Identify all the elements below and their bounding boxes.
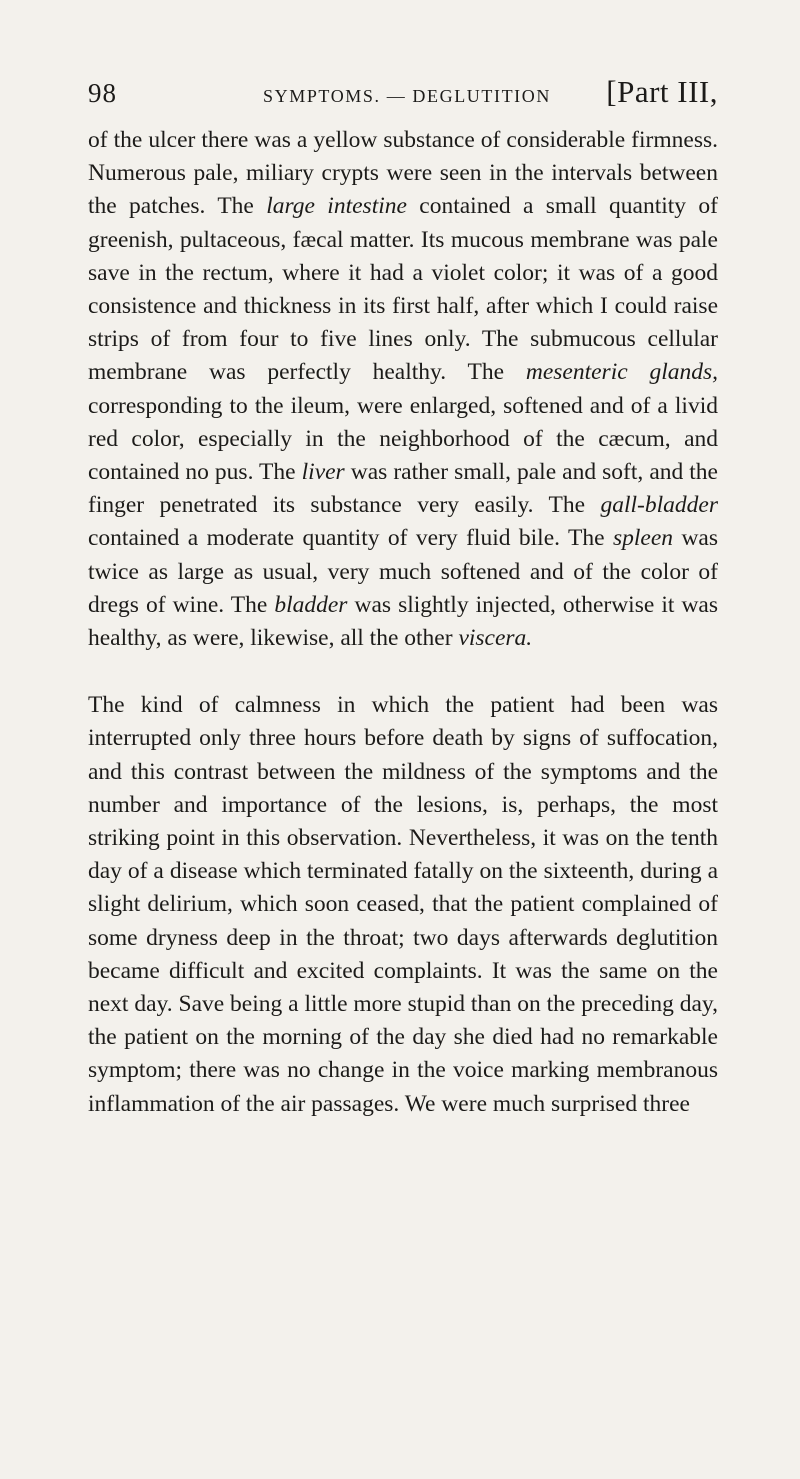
paragraph-autopsy-findings bbox=[88, 124, 718, 655]
emphasis-bladder: bladder bbox=[274, 591, 348, 618]
paragraph-clinical-observation: The kind of calmness in which the patient had been was interrupted only three hours before death by signs of suffocation, and this contrast between the mildness of the symptoms and the number and importance of the lesions, is, perhaps, the most striking point in this observation. Nevertheless, it was on the tenth day of a disease which terminated fatally on the sixteenth, during a slight delirium, which soon ceased, that the patient complained of some dryness deep in the throat; two days afterwards deglutition became difficult and excited complaints. It was the same on the next day. Save being a little more stupid than on the preceding day, the patient on the morning of the day she died had no remarkable symptom; there was no change in the voice marking membranous inflammation of the air passages. We were much surprised three bbox=[88, 692, 718, 1117]
emphasis-large-intestine: large intestine bbox=[266, 193, 407, 220]
text-run: was rather small, pale and soft, and the finger penetrated its substance very easily. The bbox=[88, 459, 718, 519]
text-run: was twice as large as usual, very much softened and of the color of dregs of wine. The bbox=[88, 525, 719, 618]
text-run: corresponding to the ileum, were enlarged, softened and of a livid red color, especially in the neighborhood of the cæcum, and contained no pus. The bbox=[88, 392, 718, 486]
body-text bbox=[88, 124, 718, 1121]
text-run: of the ulcer there was a yellow substance of considerable firmness. Numerous pale, miliary crypts were seen in the intervals between the patches. The bbox=[88, 127, 718, 220]
section-title: SYMPTOMS. — DEGLUTITION bbox=[263, 86, 551, 106]
emphasis-liver: liver bbox=[301, 459, 345, 486]
text-run: was slightly injected, otherwise it was healthy, as were, likewise, all the other bbox=[88, 591, 718, 652]
page-number: 98 bbox=[88, 78, 117, 108]
text-run: contained a small quantity of greenish, pultaceous, fæcal matter. Its mucous membrane was pale save in the rectum, where it had a violet color; it was of a good consistence and thickness in its first half, after which I could raise strips of from four to five lines only. The submucous cellular membrane was perfectly healthy. The bbox=[88, 193, 718, 386]
running-head bbox=[88, 74, 718, 118]
part-label: [Part III, bbox=[606, 74, 718, 109]
text-run: contained a moderate quantity of very fluid bile. The bbox=[88, 525, 613, 552]
emphasis-viscera: viscera. bbox=[458, 625, 533, 652]
emphasis-gall-bladder: gall-bladder bbox=[600, 492, 718, 519]
emphasis-spleen: spleen bbox=[612, 525, 674, 552]
emphasis-mesenteric-glands: mesenteric glands, bbox=[525, 359, 718, 386]
